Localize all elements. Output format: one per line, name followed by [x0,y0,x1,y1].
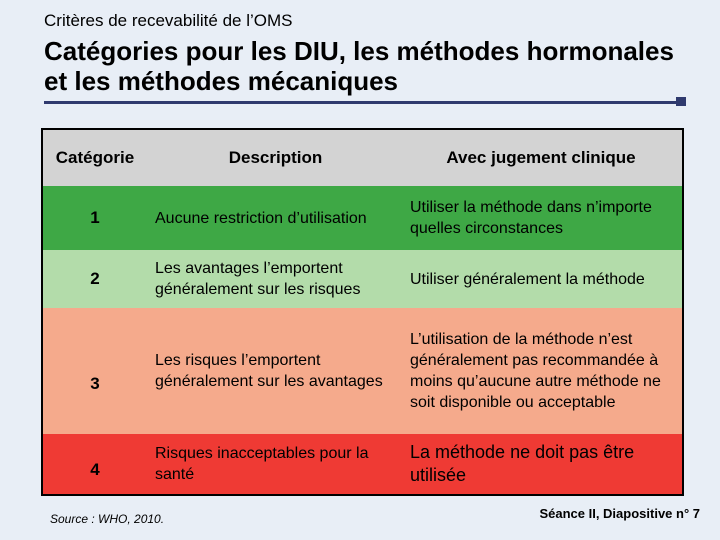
category-description: Les risques l’emportent généralement sur les avantages [155,352,383,390]
clinical-judgement: L’utilisation de la méthode n’est généralement pas recommandée à moins qu’aucune autre méthode ne soit disponible ou acceptable [410,331,661,411]
category-description: Risques inacceptables pour la santé [155,445,369,483]
title-divider [44,101,686,104]
column-header-category: Catégorie [55,148,135,167]
clinical-judgement: Utiliser la méthode dans n’importe quelles circonstances [410,199,652,237]
source-note: Source : WHO, 2010. [50,512,165,526]
category-number: 4 [90,460,100,479]
category-description: Aucune restriction d’utilisation [155,209,367,227]
slide-title: Catégories pour les DIU, les méthodes hormonales et les méthodes mécaniques [44,36,674,96]
title-divider-end [676,97,686,106]
table-header-row [43,130,682,186]
category-number: 2 [90,269,100,288]
table-row [43,308,682,434]
column-header-clinical: Avec jugement clinique [446,148,636,167]
clinical-judgement: La méthode ne doit pas être utilisée [410,442,635,485]
clinical-judgement: Utiliser généralement la méthode [410,270,645,288]
category-number: 1 [90,208,100,227]
column-header-description: Description [228,148,323,167]
table-row [43,186,682,250]
slide-number: Séance II, Diapositive n° 7 [539,506,700,521]
category-description: Les avantages l’emportent généralement sur les risques [155,260,361,298]
table-row [43,434,682,494]
categories-table [41,128,684,496]
table-row [43,250,682,308]
slide-subtitle: Critères de recevabilité de l’OMS [44,11,293,30]
category-number: 3 [90,374,100,393]
